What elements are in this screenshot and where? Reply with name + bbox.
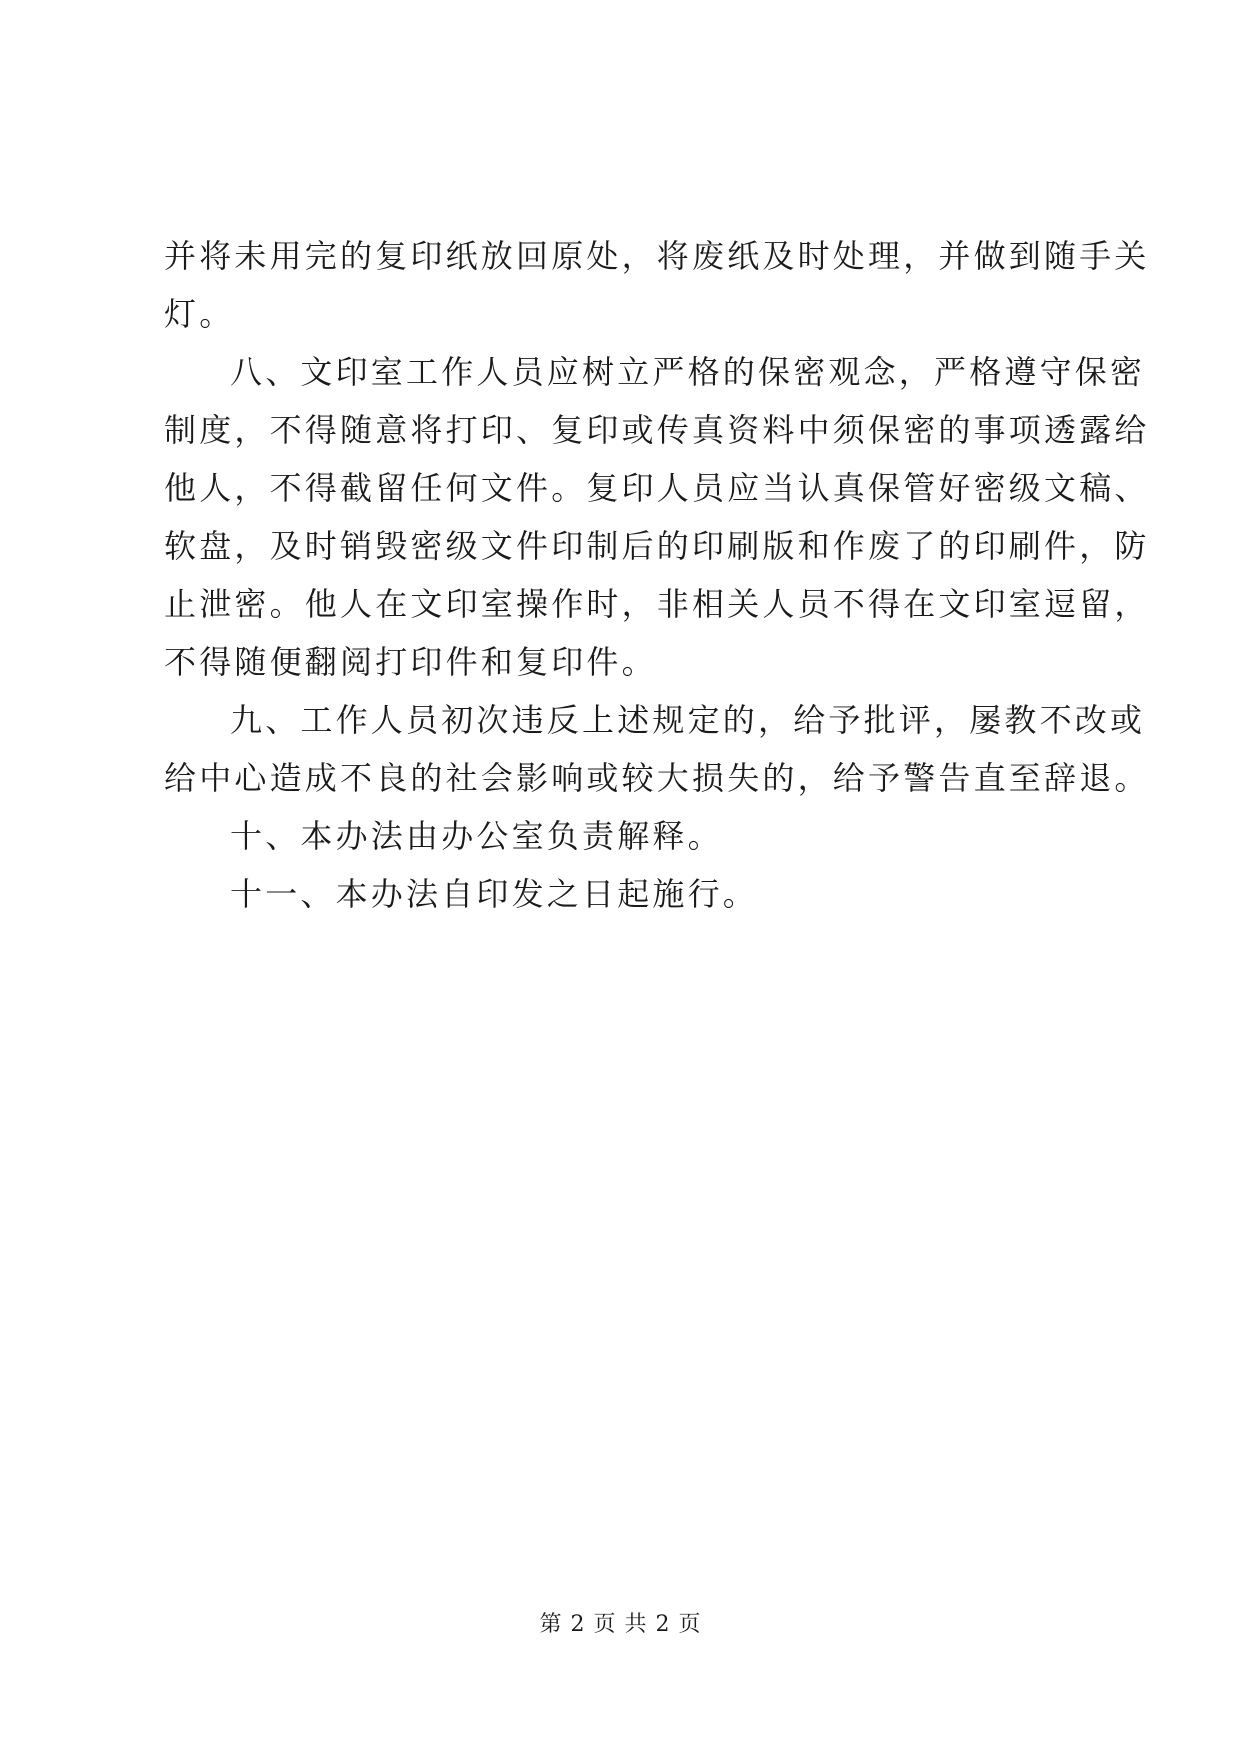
text-line: 给中心造成不良的社会影响或较大损失的，给予警告直至辞退。 — [164, 759, 1150, 797]
clause-10-line: 十、本办法由办公室负责解释。 — [230, 817, 723, 855]
clause-9-line: 九、工作人员初次违反上述规定的，给予批评，屡教不改或 — [230, 701, 1146, 739]
text-line: 灯。 — [164, 295, 235, 333]
text-line: 止泄密。他人在文印室操作时，非相关人员不得在文印室逗留， — [164, 585, 1150, 623]
text-line: 他人，不得截留任何文件。复印人员应当认真保管好密级文稿、 — [164, 469, 1150, 507]
text-line: 制度，不得随意将打印、复印或传真资料中须保密的事项透露给 — [164, 411, 1150, 449]
document-body — [164, 227, 1150, 923]
text-line: 不得随便翻阅打印件和复印件。 — [164, 643, 657, 681]
text-line: 并将未用完的复印纸放回原处，将废纸及时处理，并做到随手关 — [164, 237, 1150, 275]
clause-8-line: 八、文印室工作人员应树立严格的保密观念，严格遵守保密 — [230, 353, 1146, 391]
page-number-footer: 第 2 页 共 2 页 — [539, 1612, 702, 1637]
clause-11-line: 十一、本办法自印发之日起施行。 — [230, 875, 759, 913]
text-line: 软盘，及时销毁密级文件印制后的印刷版和作废了的印刷件，防 — [164, 527, 1150, 565]
